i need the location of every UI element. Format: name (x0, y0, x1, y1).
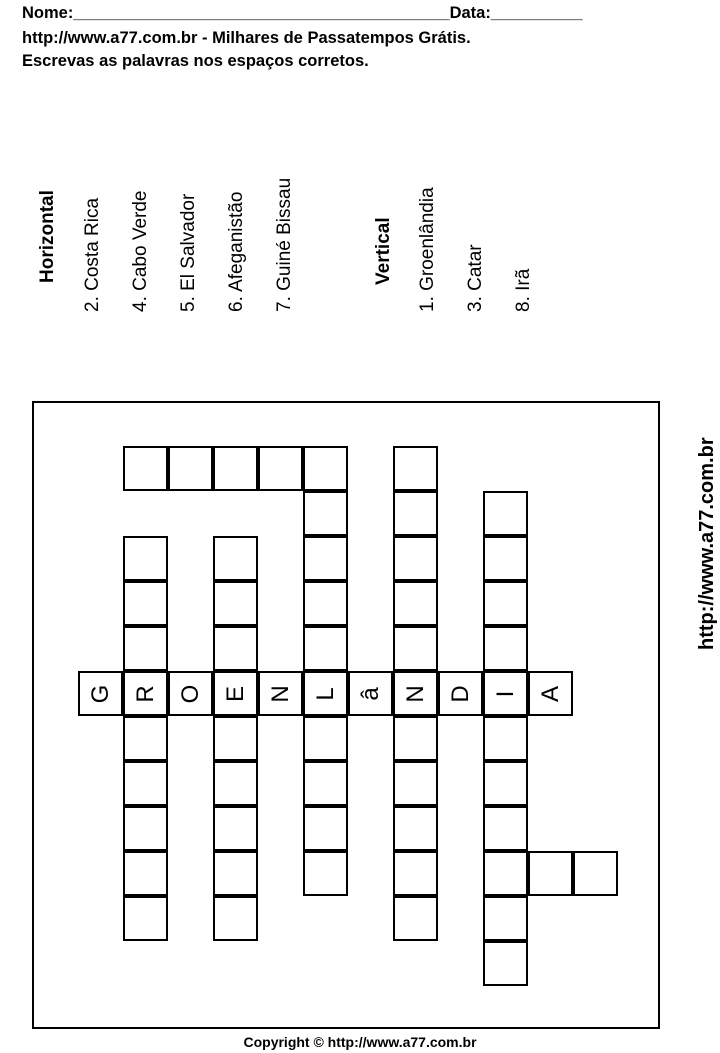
grid-cell[interactable] (303, 446, 348, 491)
grid-cell[interactable] (303, 581, 348, 626)
grid-cell[interactable] (483, 896, 528, 941)
grid-cell[interactable] (123, 851, 168, 896)
grid-cell[interactable] (483, 716, 528, 761)
grid-cell[interactable] (393, 626, 438, 671)
grid-cell[interactable] (393, 446, 438, 491)
clue-horizontal-5: 7. Guiné Bissau (274, 177, 295, 312)
grid-letter: N (266, 684, 294, 703)
grid-cell[interactable] (213, 806, 258, 851)
grid-cell[interactable] (123, 896, 168, 941)
grid-cell[interactable] (393, 581, 438, 626)
grid-cell-filled[interactable] (168, 671, 213, 716)
grid-cell[interactable] (303, 536, 348, 581)
instruction-line: Escrevas as palavras nos espaços corretos. (22, 52, 369, 70)
grid-cell-filled[interactable] (393, 671, 438, 716)
grid-cell[interactable] (393, 491, 438, 536)
grid-cell[interactable] (483, 626, 528, 671)
grid-cell[interactable] (213, 446, 258, 491)
site-line: http://www.a77.com.br - Milhares de Passatempos Grátis. (22, 29, 471, 47)
clue-vertical-3: 8. Irã (513, 268, 534, 312)
grid-cell[interactable] (213, 851, 258, 896)
grid-cell[interactable] (123, 806, 168, 851)
grid-cell[interactable] (483, 851, 528, 896)
name-date-line: Nome:_________________________________________Data:__________ (22, 4, 583, 22)
grid-cell[interactable] (393, 536, 438, 581)
grid-letter: O (176, 684, 204, 703)
clue-horizontal-2: 4. Cabo Verde (130, 190, 151, 312)
grid-cell[interactable] (168, 446, 213, 491)
horizontal-title: Horizontal (37, 190, 58, 283)
grid-cell[interactable] (303, 491, 348, 536)
grid-cell[interactable] (393, 896, 438, 941)
grid-cell[interactable] (483, 806, 528, 851)
grid-cell[interactable] (303, 761, 348, 806)
grid-cell[interactable] (393, 761, 438, 806)
clue-horizontal-4: 6. Afeganistão (226, 191, 247, 312)
grid-cell[interactable] (213, 581, 258, 626)
grid-letter: D (446, 684, 474, 703)
grid-cell[interactable] (213, 716, 258, 761)
grid-cell[interactable] (303, 806, 348, 851)
grid-letter: G (86, 684, 114, 703)
grid-cell[interactable] (123, 761, 168, 806)
grid-letter: R (131, 684, 159, 703)
grid-cell[interactable] (393, 806, 438, 851)
grid-cell[interactable] (123, 446, 168, 491)
grid-cell[interactable] (483, 761, 528, 806)
clue-vertical-1: 1. Groenlândia (417, 187, 438, 312)
grid-cell[interactable] (393, 716, 438, 761)
grid-cell[interactable] (213, 536, 258, 581)
grid-cell[interactable] (528, 851, 573, 896)
grid-cell-filled[interactable] (348, 671, 393, 716)
grid-cell[interactable] (123, 536, 168, 581)
grid-cell-filled[interactable] (303, 671, 348, 716)
grid-letter: L (311, 686, 339, 701)
grid-letter: E (221, 685, 249, 702)
side-url: http://www.a77.com.br (696, 437, 718, 650)
grid-cell[interactable] (483, 941, 528, 986)
grid-letter: I (491, 690, 519, 697)
grid-cell-filled[interactable] (258, 671, 303, 716)
grid-cell[interactable] (123, 716, 168, 761)
grid-cell[interactable] (483, 491, 528, 536)
grid-cell[interactable] (393, 851, 438, 896)
grid-cell[interactable] (483, 581, 528, 626)
vertical-title: Vertical (373, 217, 394, 285)
grid-cell[interactable] (573, 851, 618, 896)
grid-letter: â (356, 686, 384, 701)
grid-cell[interactable] (303, 626, 348, 671)
grid-cell-filled[interactable] (78, 671, 123, 716)
grid-cell[interactable] (258, 446, 303, 491)
clue-horizontal-1: 2. Costa Rica (82, 197, 103, 312)
grid-cell-filled[interactable] (528, 671, 573, 716)
grid-cell[interactable] (213, 761, 258, 806)
grid-cell[interactable] (483, 536, 528, 581)
grid-cell[interactable] (123, 626, 168, 671)
grid-cell-filled[interactable] (213, 671, 258, 716)
grid-cell[interactable] (303, 851, 348, 896)
copyright-footer: Copyright © http://www.a77.com.br (243, 1034, 477, 1050)
clue-vertical-2: 3. Catar (465, 244, 486, 312)
grid-cell-filled[interactable] (438, 671, 483, 716)
grid-cell[interactable] (213, 896, 258, 941)
grid-cell[interactable] (303, 716, 348, 761)
clue-horizontal-3: 5. El Salvador (178, 193, 199, 312)
grid-cell-filled[interactable] (123, 671, 168, 716)
grid-cell-filled[interactable] (483, 671, 528, 716)
grid-letter: N (401, 684, 429, 703)
grid-letter: A (536, 685, 564, 702)
grid-cell[interactable] (123, 581, 168, 626)
grid-cell[interactable] (213, 626, 258, 671)
